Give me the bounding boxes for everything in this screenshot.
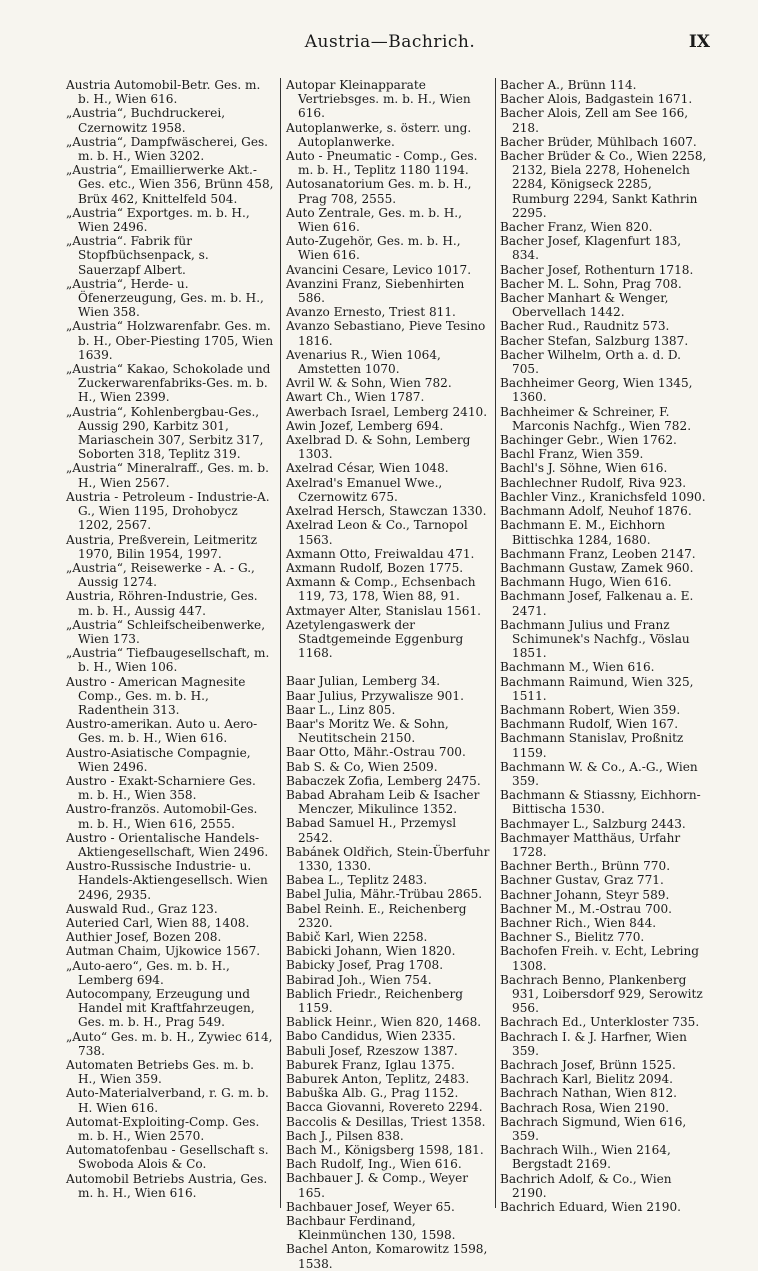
directory-entry: Autosanatorium Ges. m. b. H., Prag 708, 2555. xyxy=(286,177,472,206)
directory-entry: Bacher M. L. Sohn, Prag 708. xyxy=(500,276,682,291)
directory-entry: Baburek Franz, Iglau 1375. xyxy=(286,1057,455,1072)
directory-entry: Bachner Rich., Wien 844. xyxy=(500,915,657,930)
directory-entry: Baar's Moritz We. & Sohn, Neutitschein 2150. xyxy=(286,716,449,746)
directory-entry: Bachmann W. & Co., A.-G., Wien 359. xyxy=(500,759,698,788)
directory-entry: Babuli Josef, Rzeszow 1387. xyxy=(286,1043,458,1058)
directory-entry: Bachlechner Rudolf, Riva 923. xyxy=(500,475,687,490)
directory-entry: Authier Josef, Bozen 208. xyxy=(66,930,222,945)
directory-entry: Babel Julia, Mähr.-Trübau 2865. xyxy=(286,887,483,902)
directory-entry: Bachrich Adolf, & Co., Wien 2190. xyxy=(500,1171,672,1200)
page-number: IX xyxy=(688,32,710,52)
directory-entry: Bach M., Königsberg 1598, 181. xyxy=(286,1143,484,1158)
directory-entry: Babad Samuel H., Przemysl 2542. xyxy=(286,816,457,845)
directory-entry: Bachrach I. & J. Harfner, Wien 359. xyxy=(500,1029,687,1058)
directory-entry: Awerbach Israel, Lemberg 2410. xyxy=(286,404,488,419)
column-left xyxy=(66,78,274,1218)
directory-entry: Bachrach Rosa, Wien 2190. xyxy=(500,1100,670,1115)
directory-entry: Automatofenbau - Gesellschaft s. Swoboda Alois & Co. xyxy=(66,1143,269,1172)
directory-entry: Bacher Brüder, Mühlbach 1607. xyxy=(500,134,697,149)
directory-entry: Axelrad Leon & Co., Tarnopol 1563. xyxy=(286,518,468,547)
directory-entry: Bachbaur Ferdinand, Kleinmünchen 130, 1598. xyxy=(286,1214,456,1243)
directory-entry: Bachmann M., Wien 616. xyxy=(500,660,655,675)
directory-entry: Automaten Betriebs Ges. m. b. H., Wien 359. xyxy=(66,1058,254,1087)
directory-entry: Austria, Preßverein, Leitmeritz 1970, Bilin 1954, 1997. xyxy=(66,532,257,561)
directory-entry: „Austria“, Dampfwäscherei, Ges. m. b. H., Wien 3202. xyxy=(66,134,269,164)
column-right xyxy=(500,78,708,1218)
directory-entry: Avril W. & Sohn, Wien 782. xyxy=(286,376,452,391)
directory-entry: Baar L., Linz 805. xyxy=(286,702,396,717)
directory-entry: Bachrach Ed., Unterkloster 735. xyxy=(500,1015,700,1030)
column-divider xyxy=(495,78,496,1208)
directory-entry: Austro - Orientalische Handels-Aktiengesellschaft, Wien 2496. xyxy=(66,830,269,859)
directory-entry: Auswald Rud., Graz 123. xyxy=(66,901,218,916)
directory-entry: „Austria“, Herde- u. Öfenerzeugung, Ges. m. b. H., Wien 358. xyxy=(66,276,264,320)
directory-entry: Bacher Manhart & Wenger, Obervellach 1442. xyxy=(500,291,669,320)
directory-entry: „Austria“ Schleifscheibenwerke, Wien 173. xyxy=(66,617,266,646)
directory-entry: Babea L., Teplitz 2483. xyxy=(286,873,428,888)
directory-entry: Axelrad Hersch, Stawczan 1330. xyxy=(286,504,487,519)
directory-entry: Auto Zentrale, Ges. m. b. H., Wien 616. xyxy=(286,205,462,235)
directory-entry: Bachmann Robert, Wien 359. xyxy=(500,702,681,717)
directory-entry: Austro - Exakt-Scharniere Ges. m. b. H., Wien 358. xyxy=(66,773,256,803)
directory-entry: Bachner M., M.-Ostrau 700. xyxy=(500,901,672,916)
directory-entry: „Austria“ Tiefbaugesellschaft, m. b. H., Wien 106. xyxy=(66,646,270,675)
directory-entry: Bachheimer Georg, Wien 1345, 1360. xyxy=(500,376,693,405)
directory-entry: Babo Candidus, Wien 2335. xyxy=(286,1029,456,1044)
page-title: Austria—Bachrich. xyxy=(304,32,476,52)
directory-entry: Austro-französ. Automobil-Ges. m. b. H., Wien 616, 2555. xyxy=(66,802,258,831)
directory-entry: Axmann & Comp., Echsenbach 119, 73, 178, Wien 88, 91. xyxy=(286,575,476,604)
directory-entry: „Austria“ Exportges. m. b. H., Wien 2496. xyxy=(66,205,250,235)
directory-entry: Autopar Kleinapparate Vertriebsges. m. b. H., Wien 616. xyxy=(286,78,471,121)
directory-entry: Bacher Brüder & Co., Wien 2258, 2132, Biela 2278, Hohenelch 2284, Königseck 2285, Rumburg 2294, Sankt Kathrin 2295. xyxy=(500,149,707,220)
directory-entry: Babánek Oldřich, Stein-Überfuhr 1330, 1330. xyxy=(286,844,490,873)
directory-entry: Bacca Giovanni, Rovereto 2294. xyxy=(286,1100,483,1115)
directory-entry: Bachrach Benno, Plankenberg 931, Loibersdorf 929, Serowitz 956. xyxy=(500,972,703,1016)
directory-entry: Axtmayer Alter, Stanislau 1561. xyxy=(286,603,482,618)
column-middle xyxy=(286,78,492,1271)
directory-entry: Auteried Carl, Wien 88, 1408. xyxy=(66,915,250,930)
directory-entry: Bachel Anton, Komarowitz 1598, 1538. xyxy=(286,1242,488,1271)
directory-entry: Bachner Gustav, Graz 771. xyxy=(500,873,664,888)
directory-entry: Bachbauer J. & Comp., Weyer 165. xyxy=(286,1171,469,1200)
directory-entry: Bach Rudolf, Ing., Wien 616. xyxy=(286,1157,462,1172)
directory-entry: Bachheimer & Schreiner, F. Marconis Nachfg., Wien 782. xyxy=(500,404,692,433)
directory-entry: Bachner S., Bielitz 770. xyxy=(500,930,645,945)
directory-entry: Autocompany, Erzeugung und Handel mit Kraftfahrzeugen, Ges. m. b. H., Prag 549. xyxy=(66,987,255,1030)
directory-entry: Bablich Friedr., Reichenberg 1159. xyxy=(286,986,463,1015)
directory-entry: Bachmann & Stiassny, Eichhorn-Bittischa 1530. xyxy=(500,788,701,817)
directory-entry: „Auto“ Ges. m. b. H., Zywiec 614, 738. xyxy=(66,1029,273,1058)
directory-entry: Autoplanwerke, s. österr. ung. Autoplanwerke. xyxy=(286,120,472,149)
directory-entry: Bachmann Franz, Leoben 2147. xyxy=(500,546,696,561)
directory-entry: Babicki Johann, Wien 1820. xyxy=(286,944,456,959)
directory-entry: Bacher Josef, Rothenturn 1718. xyxy=(500,262,694,277)
section-gap xyxy=(286,660,492,674)
directory-entry: Auto - Pneumatic - Comp., Ges. m. b. H., Teplitz 1180 1194. xyxy=(286,149,478,178)
directory-entry: Axelbrad D. & Sohn, Lemberg 1303. xyxy=(286,433,471,462)
directory-entry: Bachofen Freih. v. Echt, Lebring 1308. xyxy=(500,944,700,973)
directory-entry: „Austria“ Holzwarenfabr. Ges. m. b. H., Ober-Piesting 1705, Wien 1639. xyxy=(66,319,274,362)
directory-entry: Austro-Russische Industrie- u. Handels-Aktiengesellsch. Wien 2496, 2935. xyxy=(66,859,268,902)
directory-entry: „Austria“ Kakao, Schokolade und Zuckerwarenfabriks-Ges. m. b. H., Wien 2399. xyxy=(66,362,271,405)
directory-entry: Bacher Josef, Klagenfurt 183, 834. xyxy=(500,234,682,263)
directory-entry: Baburek Anton, Teplitz, 2483. xyxy=(286,1072,470,1087)
directory-entry: Bacher Stefan, Salzburg 1387. xyxy=(500,333,689,348)
directory-entry: Austro-amerikan. Auto u. Aero-Ges. m. b. H., Wien 616. xyxy=(66,717,258,746)
directory-entry: Avenarius R., Wien 1064, Amstetten 1070. xyxy=(286,347,441,377)
directory-entry: Babuška Alb. G., Prag 1152. xyxy=(286,1086,459,1101)
directory-entry: Bachmann E. M., Eichhorn Bittischka 1284, 1680. xyxy=(500,518,666,547)
column-middle-part-a xyxy=(286,78,492,660)
directory-entry: Axelrad César, Wien 1048. xyxy=(286,461,449,476)
directory-entry: Bachmann Hugo, Wien 616. xyxy=(500,575,672,590)
directory-entry: Auto-Zugehör, Ges. m. b. H., Wien 616. xyxy=(286,234,461,263)
directory-entry: Baar Julian, Lemberg 34. xyxy=(286,674,441,689)
directory-entry: Austria Automobil-Betr. Ges. m. b. H., Wien 616. xyxy=(66,78,261,107)
directory-entry: Bachmayer Matthäus, Urfahr 1728. xyxy=(500,830,681,859)
directory-entry: Bachrach Wilh., Wien 2164, Bergstadt 2169. xyxy=(500,1143,671,1172)
directory-entry: Bachmayer L., Salzburg 2443. xyxy=(500,816,686,831)
directory-entry: Austria - Petroleum - Industrie-A. G., Wien 1195, Drohobycz 1202, 2567. xyxy=(66,489,270,533)
directory-entry: Bacher Wilhelm, Orth a. d. D. 705. xyxy=(500,347,681,377)
directory-entry: „Austria“, Emaillierwerke Akt.-Ges. etc., Wien 356, Brünn 458, Brüx 462, Knittelfeld 504. xyxy=(66,163,274,206)
directory-entry: Avancini Cesare, Levico 1017. xyxy=(286,262,472,277)
directory-entry: Auto-Materialverband, r. G. m. b. H. Wien 616. xyxy=(66,1086,269,1115)
directory-entry: Bachner Johann, Steyr 589. xyxy=(500,887,670,902)
directory-entry: Bachler Vinz., Kranichsfeld 1090. xyxy=(500,489,706,504)
directory-entry: Bachmann Julius und Franz Schimunek's Nachfg., Vöslau 1851. xyxy=(500,617,690,661)
directory-entry: Bab S. & Co, Wien 2509. xyxy=(286,759,438,774)
directory-entry: Bachmann Raimund, Wien 325, 1511. xyxy=(500,674,694,703)
directory-entry: Bacher Franz, Wien 820. xyxy=(500,220,653,235)
directory-entry: Baar Otto, Mähr.-Ostrau 700. xyxy=(286,745,466,760)
page-header xyxy=(70,28,710,58)
directory-entry: Bachrach Nathan, Wien 812. xyxy=(500,1086,677,1101)
directory-entry: Austro-Asiatische Compagnie, Wien 2496. xyxy=(66,745,251,774)
directory-entry: „Auto-aero“, Ges. m. b. H., Lemberg 694. xyxy=(66,958,230,987)
directory-entry: Bachner Berth., Brünn 770. xyxy=(500,859,671,874)
directory-entry: Babirad Joh., Wien 754. xyxy=(286,972,432,987)
column-middle-part-b xyxy=(286,674,492,1271)
directory-entry: Austro - American Magnesite Comp., Ges. m. b. H., Radenthein 313. xyxy=(66,674,246,717)
directory-entry: Axmann Otto, Freiwaldau 471. xyxy=(286,546,475,561)
directory-entry: Bacher A., Brünn 114. xyxy=(500,78,637,92)
directory-entry: Awart Ch., Wien 1787. xyxy=(286,390,425,405)
directory-entry: Bachbauer Josef, Weyer 65. xyxy=(286,1199,455,1214)
directory-entry: Avanzo Sebastiano, Pieve Tesino 1816. xyxy=(286,319,486,348)
directory-entry: Bach J., Pilsen 838. xyxy=(286,1128,404,1143)
directory-entry: Baar Julius, Przywalisze 901. xyxy=(286,688,464,703)
directory-entry: Babad Abraham Leib & Isacher Menczer, Mikulince 1352. xyxy=(286,787,480,817)
directory-entry: Babicky Josef, Prag 1708. xyxy=(286,958,444,973)
directory-entry: Avanzini Franz, Siebenhirten 586. xyxy=(286,276,465,306)
directory-entry: Bachl's J. Söhne, Wien 616. xyxy=(500,461,668,476)
column-divider xyxy=(280,78,281,1208)
directory-entry: Bachinger Gebr., Wien 1762. xyxy=(500,433,677,448)
directory-entry: Baccolis & Desillas, Triest 1358. xyxy=(286,1114,486,1129)
directory-entry: Bachrich Eduard, Wien 2190. xyxy=(500,1200,681,1215)
directory-entry: Automat-Exploiting-Comp. Ges. m. b. H., Wien 2570. xyxy=(66,1114,260,1144)
directory-entry: „Austria“, Reisewerke - A. - G., Aussig 1274. xyxy=(66,560,255,590)
directory-entry: „Austria“. Fabrik für Stopfbüchsenpack, s. Sauerzapf Albert. xyxy=(66,234,209,277)
directory-entry: Bachmann Gustaw, Zamek 960. xyxy=(500,560,694,575)
directory-entry: Bacher Alois, Badgastein 1671. xyxy=(500,92,693,107)
directory-entry: Bachl Franz, Wien 359. xyxy=(500,447,644,462)
directory-entry: Bachrach Karl, Bielitz 2094. xyxy=(500,1072,673,1087)
directory-entry: Bacher Rud., Raudnitz 573. xyxy=(500,319,670,334)
directory-entry: „Austria“, Kohlenbergbau-Ges., Aussig 290, Karbitz 301, Mariaschein 307, Serbitz 317, Soborten 318, Teplitz 319. xyxy=(66,404,264,462)
directory-entry: „Austria“ Mineralraff., Ges. m. b. H., Wien 2567. xyxy=(66,461,269,490)
directory-entry: Autman Chaim, Ujkowice 1567. xyxy=(66,944,261,959)
directory-entry: Avanzo Ernesto, Triest 811. xyxy=(286,305,456,320)
directory-entry: Bacher Alois, Zell am See 166, 218. xyxy=(500,106,689,135)
directory-entry: Bachmann Stanislav, Proßnitz 1159. xyxy=(500,731,684,760)
directory-entry: Bachmann Adolf, Neuhof 1876. xyxy=(500,504,692,519)
directory-entry: Babaczek Zofia, Lemberg 2475. xyxy=(286,773,481,788)
directory-entry: Bachrach Sigmund, Wien 616, 359. xyxy=(500,1114,687,1144)
directory-entry: Bablick Heinr., Wien 820, 1468. xyxy=(286,1015,482,1030)
directory-entry: „Austria“, Buchdruckerei, Czernowitz 1958. xyxy=(66,106,226,135)
directory-entry: Automobil Betriebs Austria, Ges. m. h. H., Wien 616. xyxy=(66,1171,268,1200)
directory-entry: Austria, Röhren-Industrie, Ges. m. b. H., Aussig 447. xyxy=(66,589,258,618)
directory-entry: Azetylengaswerk der Stadtgemeinde Eggenburg 1168. xyxy=(286,617,464,661)
directory-entry: Bachmann Rudolf, Wien 167. xyxy=(500,717,679,732)
directory-entry: Babič Karl, Wien 2258. xyxy=(286,929,428,944)
directory-entry: Awin Jozef, Lemberg 694. xyxy=(286,418,444,433)
directory-entry: Axmann Rudolf, Bozen 1775. xyxy=(286,560,464,575)
directory-entry: Bachmann Josef, Falkenau a. E. 2471. xyxy=(500,589,694,618)
directory-entry: Axelrad's Emanuel Wwe., Czernowitz 675. xyxy=(286,475,443,504)
directory-entry: Babel Reinh. E., Reichenberg 2320. xyxy=(286,901,467,930)
directory-entry: Bachrach Josef, Brünn 1525. xyxy=(500,1058,676,1073)
